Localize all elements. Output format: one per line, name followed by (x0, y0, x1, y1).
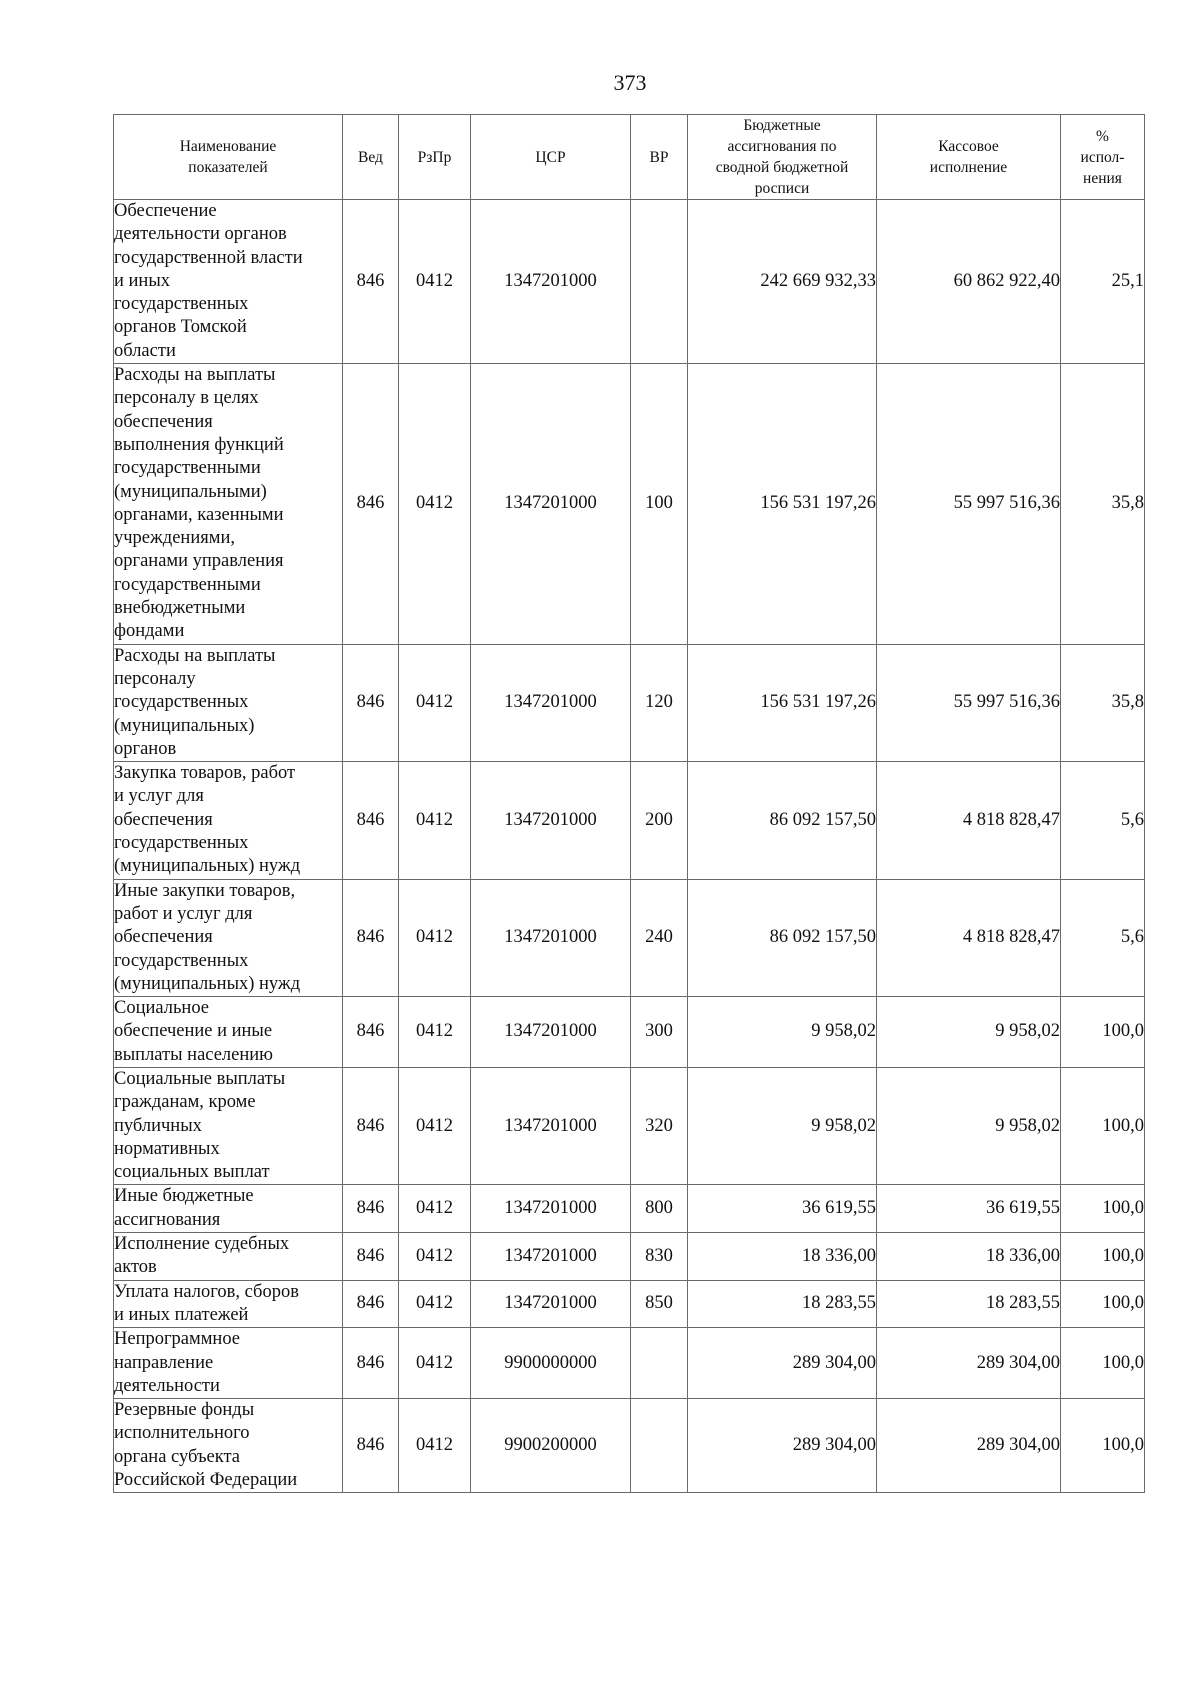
cell-csr: 1347201000 (471, 997, 631, 1068)
cell-cash-execution: 18 336,00 (877, 1233, 1061, 1281)
cell-rzpr: 0412 (399, 1185, 471, 1233)
cell-cash-execution: 9 958,02 (877, 1067, 1061, 1184)
cell-ved: 846 (343, 1233, 399, 1281)
cell-ved: 846 (343, 879, 399, 996)
cell-rzpr: 0412 (399, 762, 471, 879)
cell-csr: 1347201000 (471, 1185, 631, 1233)
cell-csr: 1347201000 (471, 879, 631, 996)
cell-csr: 1347201000 (471, 1233, 631, 1281)
cell-cash-execution: 36 619,55 (877, 1185, 1061, 1233)
cell-name: Резервные фонды исполнительного органа субъекта Российской Федерации (114, 1399, 343, 1493)
table-row (114, 1233, 1145, 1281)
cell-vr: 800 (631, 1185, 688, 1233)
table-header-row (114, 115, 1145, 200)
cell-execution-percent: 100,0 (1061, 1067, 1145, 1184)
cell-cash-execution: 9 958,02 (877, 997, 1061, 1068)
cell-execution-percent: 25,1 (1061, 200, 1145, 364)
cell-ved: 846 (343, 997, 399, 1068)
cell-execution-percent: 100,0 (1061, 1233, 1145, 1281)
cell-execution-percent: 35,8 (1061, 364, 1145, 645)
table-row (114, 997, 1145, 1068)
cell-assignments: 156 531 197,26 (688, 364, 877, 645)
cell-vr (631, 1328, 688, 1399)
cell-cash-execution: 55 997 516,36 (877, 644, 1061, 761)
cell-cash-execution: 4 818 828,47 (877, 762, 1061, 879)
table-row (114, 879, 1145, 996)
cell-execution-percent: 100,0 (1061, 1328, 1145, 1399)
cell-cash-execution: 4 818 828,47 (877, 879, 1061, 996)
header-csr: ЦСР (471, 115, 631, 200)
cell-assignments: 86 092 157,50 (688, 879, 877, 996)
cell-execution-percent: 100,0 (1061, 1185, 1145, 1233)
cell-vr: 850 (631, 1280, 688, 1328)
cell-ved: 846 (343, 1067, 399, 1184)
cell-csr: 1347201000 (471, 644, 631, 761)
header-cash-execution: Кассовое исполнение (877, 115, 1061, 200)
cell-vr: 120 (631, 644, 688, 761)
cell-assignments: 289 304,00 (688, 1328, 877, 1399)
cell-ved: 846 (343, 364, 399, 645)
table-row (114, 762, 1145, 879)
cell-cash-execution: 55 997 516,36 (877, 364, 1061, 645)
cell-ved: 846 (343, 762, 399, 879)
cell-name: Расходы на выплаты персоналу в целях обеспечения выполнения функций государственными (муниципальными) органами, казенными учреждениями, органами управления государственными внебюджетными фондами (114, 364, 343, 645)
header-name: Наименование показателей (114, 115, 343, 200)
cell-csr: 1347201000 (471, 200, 631, 364)
cell-ved: 846 (343, 200, 399, 364)
cell-assignments: 18 283,55 (688, 1280, 877, 1328)
cell-ved: 846 (343, 1185, 399, 1233)
header-execution-percent: % испол- нения (1061, 115, 1145, 200)
cell-assignments: 36 619,55 (688, 1185, 877, 1233)
cell-name: Социальное обеспечение и иные выплаты населению (114, 997, 343, 1068)
cell-cash-execution: 289 304,00 (877, 1328, 1061, 1399)
cell-rzpr: 0412 (399, 1233, 471, 1281)
cell-rzpr: 0412 (399, 1328, 471, 1399)
table-row (114, 1328, 1145, 1399)
cell-cash-execution: 289 304,00 (877, 1399, 1061, 1493)
cell-execution-percent: 5,6 (1061, 879, 1145, 996)
cell-name: Уплата налогов, сборов и иных платежей (114, 1280, 343, 1328)
table-row (114, 364, 1145, 645)
table-body (114, 200, 1145, 1493)
cell-name: Исполнение судебных актов (114, 1233, 343, 1281)
cell-rzpr: 0412 (399, 644, 471, 761)
cell-execution-percent: 100,0 (1061, 1399, 1145, 1493)
table-row (114, 1399, 1145, 1493)
cell-name: Закупка товаров, работ и услуг для обеспечения государственных (муниципальных) нужд (114, 762, 343, 879)
cell-assignments: 18 336,00 (688, 1233, 877, 1281)
header-vr: ВР (631, 115, 688, 200)
cell-csr: 9900000000 (471, 1328, 631, 1399)
cell-cash-execution: 60 862 922,40 (877, 200, 1061, 364)
header-rzpr: РзПр (399, 115, 471, 200)
cell-ved: 846 (343, 1399, 399, 1493)
cell-rzpr: 0412 (399, 364, 471, 645)
cell-assignments: 242 669 932,33 (688, 200, 877, 364)
cell-name: Непрограммное направление деятельности (114, 1328, 343, 1399)
header-assignments: Бюджетные ассигнования по сводной бюджетной росписи (688, 115, 877, 200)
cell-assignments: 86 092 157,50 (688, 762, 877, 879)
cell-rzpr: 0412 (399, 997, 471, 1068)
cell-csr: 1347201000 (471, 1067, 631, 1184)
cell-ved: 846 (343, 644, 399, 761)
cell-rzpr: 0412 (399, 1399, 471, 1493)
cell-vr: 240 (631, 879, 688, 996)
header-ved: Вед (343, 115, 399, 200)
cell-csr: 9900200000 (471, 1399, 631, 1493)
table-row (114, 1185, 1145, 1233)
cell-ved: 846 (343, 1280, 399, 1328)
cell-rzpr: 0412 (399, 1280, 471, 1328)
table-row (114, 1067, 1145, 1184)
cell-vr: 300 (631, 997, 688, 1068)
cell-cash-execution: 18 283,55 (877, 1280, 1061, 1328)
cell-execution-percent: 100,0 (1061, 997, 1145, 1068)
cell-execution-percent: 35,8 (1061, 644, 1145, 761)
cell-name: Социальные выплаты гражданам, кроме публичных нормативных социальных выплат (114, 1067, 343, 1184)
cell-csr: 1347201000 (471, 1280, 631, 1328)
cell-csr: 1347201000 (471, 762, 631, 879)
cell-vr: 830 (631, 1233, 688, 1281)
cell-rzpr: 0412 (399, 200, 471, 364)
cell-vr: 320 (631, 1067, 688, 1184)
table-row (114, 200, 1145, 364)
cell-ved: 846 (343, 1328, 399, 1399)
cell-vr: 100 (631, 364, 688, 645)
cell-name: Расходы на выплаты персоналу государственных (муниципальных) органов (114, 644, 343, 761)
cell-execution-percent: 5,6 (1061, 762, 1145, 879)
cell-rzpr: 0412 (399, 879, 471, 996)
page-number: 373 (613, 70, 647, 95)
cell-name: Иные закупки товаров, работ и услуг для обеспечения государственных (муниципальных) нужд (114, 879, 343, 996)
cell-csr: 1347201000 (471, 364, 631, 645)
budget-execution-table (113, 114, 1145, 1493)
cell-name: Иные бюджетные ассигнования (114, 1185, 343, 1233)
cell-assignments: 9 958,02 (688, 997, 877, 1068)
cell-rzpr: 0412 (399, 1067, 471, 1184)
cell-assignments: 156 531 197,26 (688, 644, 877, 761)
cell-assignments: 289 304,00 (688, 1399, 877, 1493)
cell-name: Обеспечение деятельности органов государственной власти и иных государственных органов Томской области (114, 200, 343, 364)
cell-assignments: 9 958,02 (688, 1067, 877, 1184)
cell-vr: 200 (631, 762, 688, 879)
cell-vr (631, 1399, 688, 1493)
table-row (114, 1280, 1145, 1328)
table-row (114, 644, 1145, 761)
cell-execution-percent: 100,0 (1061, 1280, 1145, 1328)
cell-vr (631, 200, 688, 364)
